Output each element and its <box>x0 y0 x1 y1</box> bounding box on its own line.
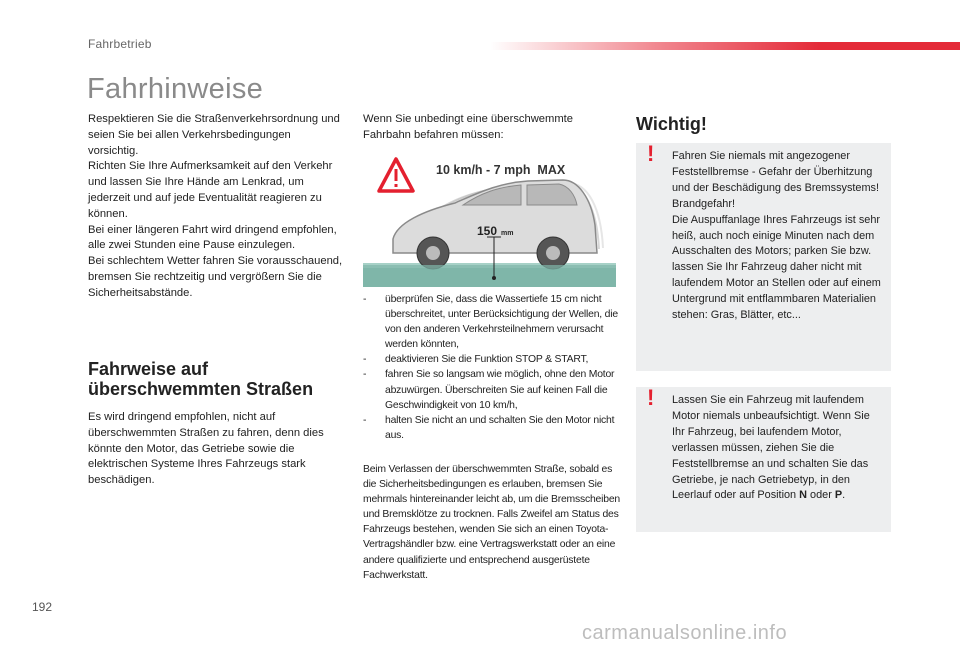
warning-note-box <box>636 143 891 371</box>
exclamation-icon: ! <box>647 385 655 410</box>
list-item <box>363 292 621 352</box>
speed-limit-label: 10 km/h - 7 mph MAX <box>436 163 566 177</box>
list-item <box>363 352 621 367</box>
list-dash: - <box>363 369 367 381</box>
flooded-roads-intro: Wenn Sie unbedingt eine überschwemmte Fahrbahn befahren müssen: <box>363 113 573 141</box>
note-text-end: . <box>842 489 846 502</box>
depth-value-label: 150 <box>477 224 498 238</box>
list-item <box>363 413 621 443</box>
list-item-text: überprüfen Sie, dass die Wassertiefe 15 cm nicht überschreitet, unter Berücksichtigung der Wellen, die von den anderen Verkehrsteilnehmern verursacht werden könnten, <box>385 294 618 351</box>
page-title: Fahrhinweise <box>87 73 264 105</box>
list-item-text: halten Sie nicht an und schalten Sie den Motor nicht aus. <box>385 414 615 441</box>
list-item-text: fahren Sie so langsam wie möglich, ohne den Motor abzuwürgen. Überschreiten Sie auf keinen Fall die Geschwindigkeit von 10 km/h, <box>385 369 615 411</box>
list-item-text: deaktivieren Sie die Funktion STOP & START, <box>385 354 589 366</box>
page-number: 192 <box>32 600 53 614</box>
warning-note-text <box>672 393 883 504</box>
watermark: carmanualsonline.info <box>582 622 788 644</box>
header-accent-bar <box>490 42 960 50</box>
list-dash: - <box>363 414 367 426</box>
gear-position-n: N <box>799 489 808 502</box>
section-label: Fahrbetrieb <box>88 37 152 51</box>
note-text-connector: oder <box>807 489 835 502</box>
exclamation-icon: ! <box>647 141 655 166</box>
list-dash: - <box>363 354 367 366</box>
depth-unit-label: mm <box>501 230 514 237</box>
warning-note-text: Fahren Sie niemals mit angezogener Feststellbremse - Gefahr der Überhitzung und der Beschädigung des Bremssystems! Brandgefahr! Die Auspuffanlage Ihres Fahrzeugs ist sehr heiß, auch noch einige Minuten nach dem Ausschalten des Motors; parken Sie bzw. lassen Sie Ihr Fahrzeug daher nicht mit laufendem Motor an Stellen oder auf einem Untergrund mit entflammbaren Materialien stehen: Gras, Blätter, etc... <box>672 150 881 322</box>
list-item <box>363 367 621 412</box>
intro-paragraph: Respektieren Sie die Straßenverkehrsordnung und seien Sie bei allen Verkehrsbedingungen vorsichtig. Richten Sie Ihre Aufmerksamkeit auf den Verkehr und lassen Sie Ihre Hände am Lenkrad, um jederzeit und auf jede Eventualität reagieren zu können. Bei einer längeren Fahrt wird dringend empfohlen, alle zwei Stunden eine Pause einzulegen. Bei schlechtem Wetter fahren Sie vorausschauend, bremsen Sie rechtzeitig und vergrößern Sie die Sicherheitsabstände. <box>88 113 343 299</box>
list-dash: - <box>363 294 367 305</box>
flooded-roads-instructions <box>363 292 621 443</box>
flooded-roads-outro: Beim Verlassen der überschwemmten Straße, sobald es die Sicherheitsbedingungen es erlauben, bremsen Sie mehrmals hintereinander leicht ab, um die Bremsscheiben und Bremsklötze zu trocknen. Falls Zweifel am Status des Fahrzeugs bestehen, wenden Sie sich an einen Toyota-Vertragshändler bzw. eine Vertragswerkstatt oder an eine andere qualifizierte und entsprechend ausgerüstete Fachwerkstatt. <box>363 464 620 581</box>
flooded-roads-heading: Fahrweise auf überschwemmten Straßen <box>88 359 314 399</box>
note-text: Lassen Sie ein Fahrzeug mit laufendem Motor niemals unbeaufsichtigt. Wenn Sie Ihr Fahrzeug, bei laufendem Motor, verlassen müssen, ziehen Sie die Feststellbremse an und schalten Sie das Getriebe, je nach Getriebetyp, in den Leerlauf oder auf Position <box>672 394 870 502</box>
flooded-road-illustration <box>363 153 616 287</box>
gear-position-p: P <box>834 489 843 502</box>
flooded-roads-paragraph: Es wird dringend empfohlen, nicht auf überschwemmten Straßen zu fahren, denn dies könnte den Motor, das Getriebe sowie die elektrischen Systeme Ihres Fahrzeugs stark beschädigen. <box>88 411 324 487</box>
warning-note-box <box>636 387 891 532</box>
important-heading: Wichtig! <box>636 114 707 134</box>
